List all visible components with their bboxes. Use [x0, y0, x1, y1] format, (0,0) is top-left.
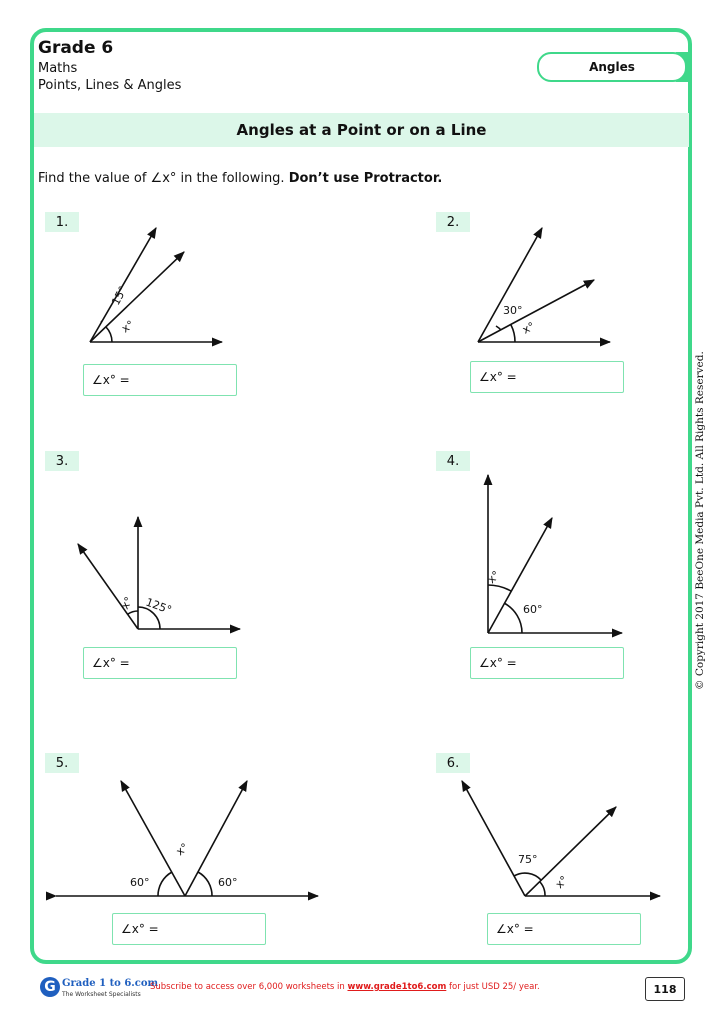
question-number-5: 5.	[45, 753, 79, 773]
label-3a: 125°	[143, 595, 174, 617]
question-number-2: 2.	[436, 212, 470, 232]
topic-label: Points, Lines & Angles	[38, 78, 182, 93]
label-6a: 75°	[518, 853, 538, 866]
question-number-4: 4.	[436, 451, 470, 471]
answer-box-5[interactable]: ∠x° =	[112, 913, 266, 945]
diagram-5	[56, 781, 318, 896]
label-5a: 60°	[130, 876, 150, 889]
subscribe-link[interactable]: www.grade1to6.com	[347, 982, 447, 992]
answer-box-1[interactable]: ∠x° =	[83, 364, 237, 396]
instruction-emphasis: Don’t use Protractor.	[288, 171, 443, 186]
page-number: 118	[645, 977, 685, 1001]
label-1b: x°	[119, 317, 137, 336]
logo-name: Grade 1 to 6.com	[62, 978, 159, 989]
label-4b: x°	[484, 568, 503, 587]
question-number-1: 1.	[45, 212, 79, 232]
diagram-4	[488, 475, 622, 633]
diagram-1	[90, 228, 222, 342]
instruction-variable: ∠x°	[150, 171, 177, 186]
label-6b: x°	[552, 873, 571, 892]
copyright-notice: © Copyright 2017 BeeOne Media Pvt. Ltd. All Rights Reserved.	[694, 351, 706, 690]
worksheet-title: Angles at a Point or on a Line	[34, 113, 689, 147]
label-1a: 15°	[109, 284, 130, 308]
answer-box-2[interactable]: ∠x° =	[470, 361, 624, 393]
label-5b: x°	[173, 840, 192, 859]
question-number-6: 6.	[436, 753, 470, 773]
answer-box-3[interactable]: ∠x° =	[83, 647, 237, 679]
label-2b: x°	[520, 319, 538, 337]
instruction-prefix: Find the value of	[38, 171, 151, 186]
subscribe-prefix: Subscribe to access over 6,000 worksheets in	[150, 982, 348, 992]
logo-tagline: The Worksheet Specialists	[62, 991, 141, 998]
subject-label: Maths	[38, 61, 78, 76]
logo-icon: G	[40, 977, 60, 997]
label-5c: 60°	[218, 876, 238, 889]
diagram-2	[478, 228, 610, 342]
topic-tag: Angles	[537, 52, 687, 82]
question-number-3: 3.	[45, 451, 79, 471]
answer-box-4[interactable]: ∠x° =	[470, 647, 624, 679]
label-4a: 60°	[523, 603, 543, 616]
subscribe-suffix: for just USD 25/ year.	[446, 982, 540, 992]
subscribe-text	[150, 982, 540, 992]
label-3b: x°	[118, 594, 136, 612]
answer-box-6[interactable]: ∠x° =	[487, 913, 641, 945]
label-2a: 30°	[503, 304, 523, 317]
instruction-middle: in the following.	[176, 171, 289, 186]
grade-heading: Grade 6	[38, 38, 114, 58]
